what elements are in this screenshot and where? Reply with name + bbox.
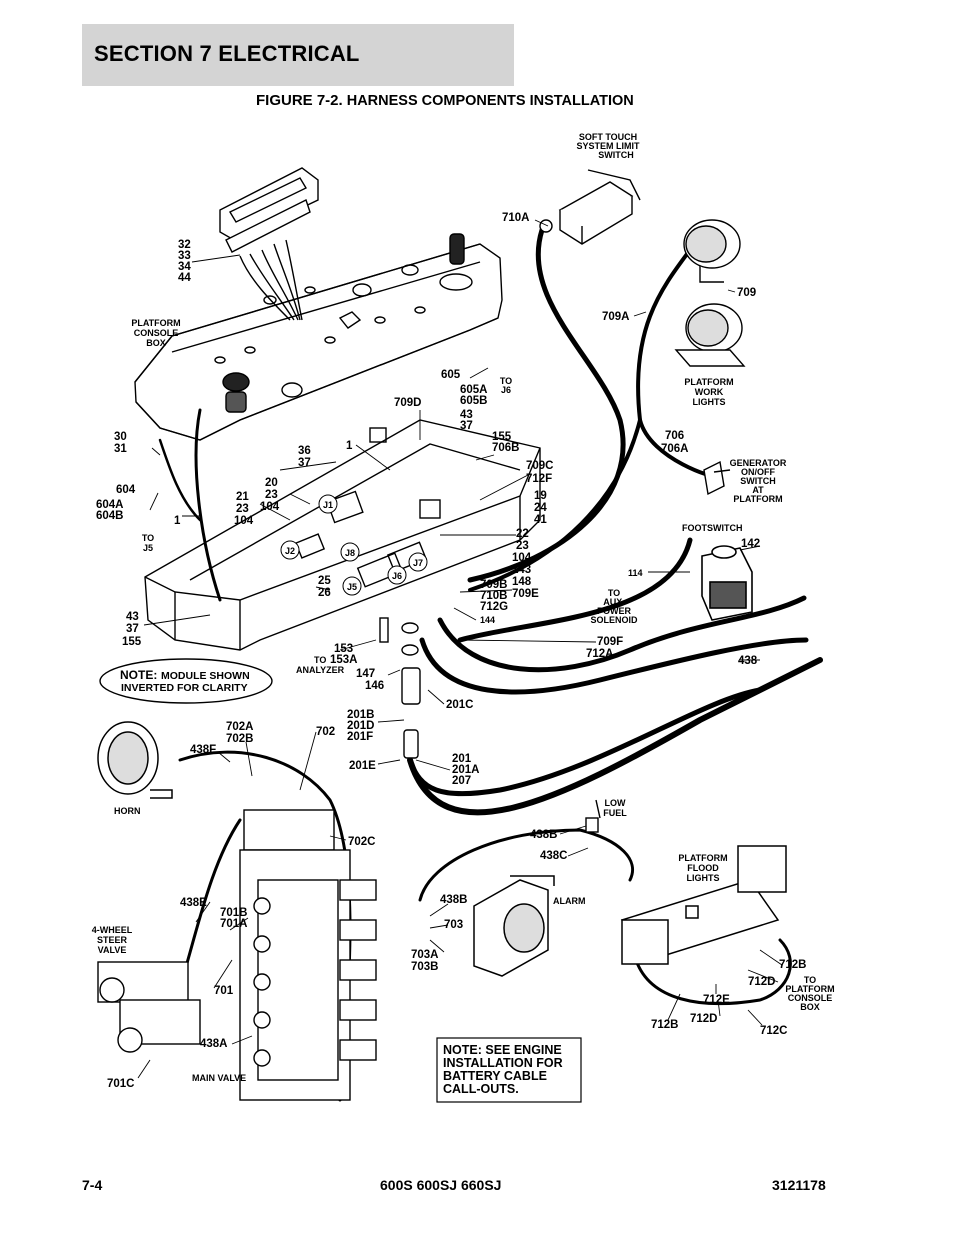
svg-text:148: 148 [512,576,532,588]
svg-text:SOLENOID: SOLENOID [590,615,638,625]
callout-438c: 438C [540,850,568,862]
connector-j6 [388,566,406,584]
svg-text:712A: 712A [586,648,614,660]
platform-console-box [135,168,502,440]
svg-text:LOW: LOW [604,798,626,808]
callout-701c: 701C [107,1078,135,1090]
svg-text:AT: AT [752,485,764,495]
low-fuel-sender [586,800,600,832]
svg-text:26: 26 [318,587,331,599]
svg-text:J5: J5 [142,543,154,553]
svg-text:709B: 709B [480,579,508,591]
label-soft-touch [577,132,641,160]
label-4-wheel-steer [92,925,133,955]
callout-438b-top: 438B [530,829,558,841]
callout-703: 703 [444,919,464,931]
svg-text:J6: J6 [391,571,403,581]
svg-text:WORK: WORK [694,387,724,397]
svg-text:POWER: POWER [596,606,632,616]
svg-text:GENERATOR: GENERATOR [729,458,787,468]
connector-j1 [319,495,337,513]
svg-text:701B: 701B [220,907,248,919]
label-to-j6 [500,376,512,395]
center-connectors [380,618,420,758]
svg-text:605B: 605B [460,395,488,407]
callout-701: 701 [214,985,234,997]
svg-text:PLATFORM: PLATFORM [678,853,728,863]
svg-text:CALL-OUTS.: CALL-OUTS. [443,1082,519,1096]
svg-text:703B: 703B [411,961,439,973]
callout-19 [534,490,547,526]
svg-text:155: 155 [492,431,512,443]
svg-text:INSTALLATION FOR: INSTALLATION FOR [443,1056,563,1070]
svg-text:SOFT TOUCH: SOFT TOUCH [578,132,638,142]
callout-201b [347,709,375,743]
callout-43-37-155 [122,611,142,648]
svg-text:24: 24 [534,502,547,514]
callout-30 [114,431,127,455]
svg-text:104: 104 [234,515,254,527]
svg-text:201: 201 [452,753,472,765]
svg-text:INVERTED FOR CLARITY: INVERTED FOR CLARITY [121,682,248,694]
callout-20 [260,477,280,513]
svg-text:201F: 201F [347,731,374,743]
label-analyzer: ANALYZER [296,665,345,675]
svg-text:712F: 712F [526,473,553,485]
callout-21 [234,491,254,527]
footer-models: 600S 600SJ 660SJ [380,1177,502,1193]
connector-j2 [281,541,299,559]
label-main-valve: MAIN VALVE [192,1073,247,1083]
callout-709b [480,579,508,613]
svg-text:ON/OFF: ON/OFF [741,467,775,477]
svg-text:701A: 701A [220,918,248,930]
callout-438: 438 [738,655,758,667]
svg-text:LIGHTS: LIGHTS [686,873,720,883]
svg-text:37: 37 [298,457,311,469]
callout-712b-top: 712B [779,959,807,971]
svg-text:J6: J6 [500,385,512,395]
svg-text:37: 37 [126,623,139,635]
svg-text:BATTERY CABLE: BATTERY CABLE [443,1069,547,1083]
svg-text:PLATFORM: PLATFORM [131,318,181,328]
svg-text:J5: J5 [346,582,358,592]
svg-text:207: 207 [452,775,472,787]
footer-page-number: 7-4 [82,1177,103,1193]
callout-709: 709 [737,287,757,299]
callout-32-44 [178,239,191,284]
svg-text:CONSOLE: CONSOLE [133,328,179,338]
svg-text:LIGHTS: LIGHTS [692,397,726,407]
svg-text:PLATFORM: PLATFORM [785,984,835,994]
callout-438f: 438F [190,744,217,756]
callout-22 [512,528,539,600]
svg-text:AUX.: AUX. [603,597,625,607]
svg-text:TO: TO [141,533,155,543]
module-note [100,659,272,703]
svg-text:CONSOLE: CONSOLE [787,993,833,1003]
svg-text:146: 146 [365,680,385,692]
callout-712c: 712C [760,1025,788,1037]
callout-706 [661,430,689,455]
callout-702a [226,721,254,745]
label-to-j5 [142,533,154,553]
callout-712d-bottom: 712D [690,1013,718,1025]
svg-text:703A: 703A [411,949,439,961]
svg-text:J2: J2 [284,546,296,556]
callout-702: 702 [316,726,336,738]
callout-1-bottom: 1 [174,515,181,527]
svg-text:32: 32 [178,239,191,251]
svg-text:43: 43 [126,611,139,623]
svg-text:706: 706 [665,430,685,442]
callout-142: 142 [741,538,761,550]
svg-text:712G: 712G [480,601,509,613]
svg-text:147: 147 [356,668,376,680]
svg-text:J1: J1 [322,500,334,510]
svg-text:604A: 604A [96,499,124,511]
svg-text:44: 44 [178,272,191,284]
callout-604: 604 [116,484,136,496]
horn [98,722,172,798]
callout-709c [526,460,554,485]
svg-text:J7: J7 [412,558,424,568]
svg-text:30: 30 [114,431,127,443]
svg-text:201A: 201A [452,764,480,776]
svg-text:702A: 702A [226,721,254,733]
figure-number: FIGURE 7-2. [256,92,343,109]
svg-text:BOX: BOX [146,338,166,348]
svg-text:23: 23 [236,503,249,515]
svg-text:MODULE SHOWN: MODULE SHOWN [161,670,250,682]
callout-36 [298,445,311,469]
callout-201c: 201C [446,699,474,711]
svg-text:702B: 702B [226,733,254,745]
label-generator-switch [730,458,787,504]
svg-text:PLATFORM: PLATFORM [684,377,734,387]
svg-text:201D: 201D [347,720,375,732]
callout-438a: 438A [200,1038,228,1050]
callout-25 [318,575,331,599]
svg-text:43: 43 [460,409,473,421]
label-platform-work-lights [684,377,733,407]
footswitch [702,546,752,620]
svg-text:710B: 710B [480,590,508,602]
label-to-aux [590,588,638,625]
footer-doc-number: 3121178 [772,1177,826,1193]
svg-text:605A: 605A [460,384,488,396]
alarm [474,876,554,976]
svg-text:706B: 706B [492,442,520,454]
svg-text:153: 153 [334,643,354,655]
svg-text:22: 22 [516,528,529,540]
svg-text:709C: 709C [526,460,554,472]
svg-text:155: 155 [122,636,142,648]
connector-j8 [341,543,359,561]
label-to-analyzer: TO [314,655,327,665]
figure-caption: HARNESS COMPONENTS INSTALLATION [346,93,634,109]
callout-438b-alarm: 438B [440,894,468,906]
callout-147 [356,668,384,692]
steer-valve [98,962,200,1052]
generator-switch [704,462,730,494]
svg-text:153A: 153A [330,654,358,666]
svg-text:25: 25 [318,575,331,587]
callout-712b-bottom: 712B [651,1019,679,1031]
callout-701b [220,907,248,930]
svg-text:SWITCH: SWITCH [740,476,776,486]
callout-702c: 702C [348,836,376,848]
callout-709d: 709D [394,397,422,409]
platform-work-lights [676,220,744,366]
svg-text:31: 31 [114,443,127,455]
callout-114: 114 [628,568,643,578]
label-to-platform-console [785,975,834,1012]
svg-text:201B: 201B [347,709,375,721]
svg-text:104: 104 [260,501,280,513]
main-valve [240,810,376,1100]
callout-1-top: 1 [346,440,353,452]
svg-text:34: 34 [178,261,191,273]
engine-note [437,1038,581,1102]
svg-text:709F: 709F [597,636,624,648]
label-horn: HORN [114,806,141,816]
svg-text:20: 20 [265,477,278,489]
svg-text:37: 37 [460,420,473,432]
svg-text:41: 41 [534,514,547,526]
soft-touch-switch [540,170,640,244]
callout-144: 144 [480,615,496,625]
svg-text:36: 36 [298,445,311,457]
callout-712e: 712E [703,994,730,1006]
svg-text:23: 23 [516,540,529,552]
svg-text:143: 143 [512,564,532,576]
callout-201 [452,753,480,787]
svg-text:19: 19 [534,490,547,502]
svg-text:TO: TO [803,975,817,985]
svg-text:21: 21 [236,491,249,503]
callout-605: 605 [441,369,461,381]
label-alarm: ALARM [553,896,586,906]
callout-155 [492,431,520,454]
svg-text:NOTE: SEE ENGINE: NOTE: SEE ENGINE [443,1043,562,1057]
connector-j5 [343,577,361,595]
svg-text:J8: J8 [344,548,356,558]
svg-text:SWITCH: SWITCH [598,150,634,160]
svg-text:PLATFORM: PLATFORM [733,494,783,504]
svg-text:23: 23 [265,489,278,501]
callout-712d-right: 712D [748,976,776,988]
connector-j7 [409,553,427,571]
callout-201e: 201E [349,760,376,772]
svg-text:4-WHEEL: 4-WHEEL [91,925,133,935]
svg-text:BOX: BOX [800,1002,820,1012]
label-footswitch: FOOTSWITCH [682,523,743,533]
callout-438e: 438E [180,897,207,909]
svg-text:VALVE: VALVE [97,945,127,955]
callout-604a [96,499,124,522]
svg-text:FLOOD: FLOOD [687,863,719,873]
svg-text:STEER: STEER [96,935,128,945]
callout-703a [411,949,439,973]
section-title: SECTION 7 ELECTRICAL [94,41,360,66]
callout-710a: 710A [502,212,530,224]
svg-text:706A: 706A [661,443,689,455]
svg-text:33: 33 [178,250,191,262]
svg-text:709E: 709E [512,588,539,600]
callout-709a: 709A [602,311,630,323]
svg-text:104: 104 [512,552,532,564]
svg-text:NOTE:: NOTE: [120,668,158,682]
svg-text:TO: TO [607,588,621,598]
svg-text:FUEL: FUEL [603,808,627,818]
callout-605a [460,384,488,432]
svg-text:TO: TO [499,376,513,386]
svg-text:SYSTEM LIMIT: SYSTEM LIMIT [576,141,640,151]
label-platform-flood-lights [678,853,727,883]
label-low-fuel [603,798,627,818]
svg-text:604B: 604B [96,510,124,522]
